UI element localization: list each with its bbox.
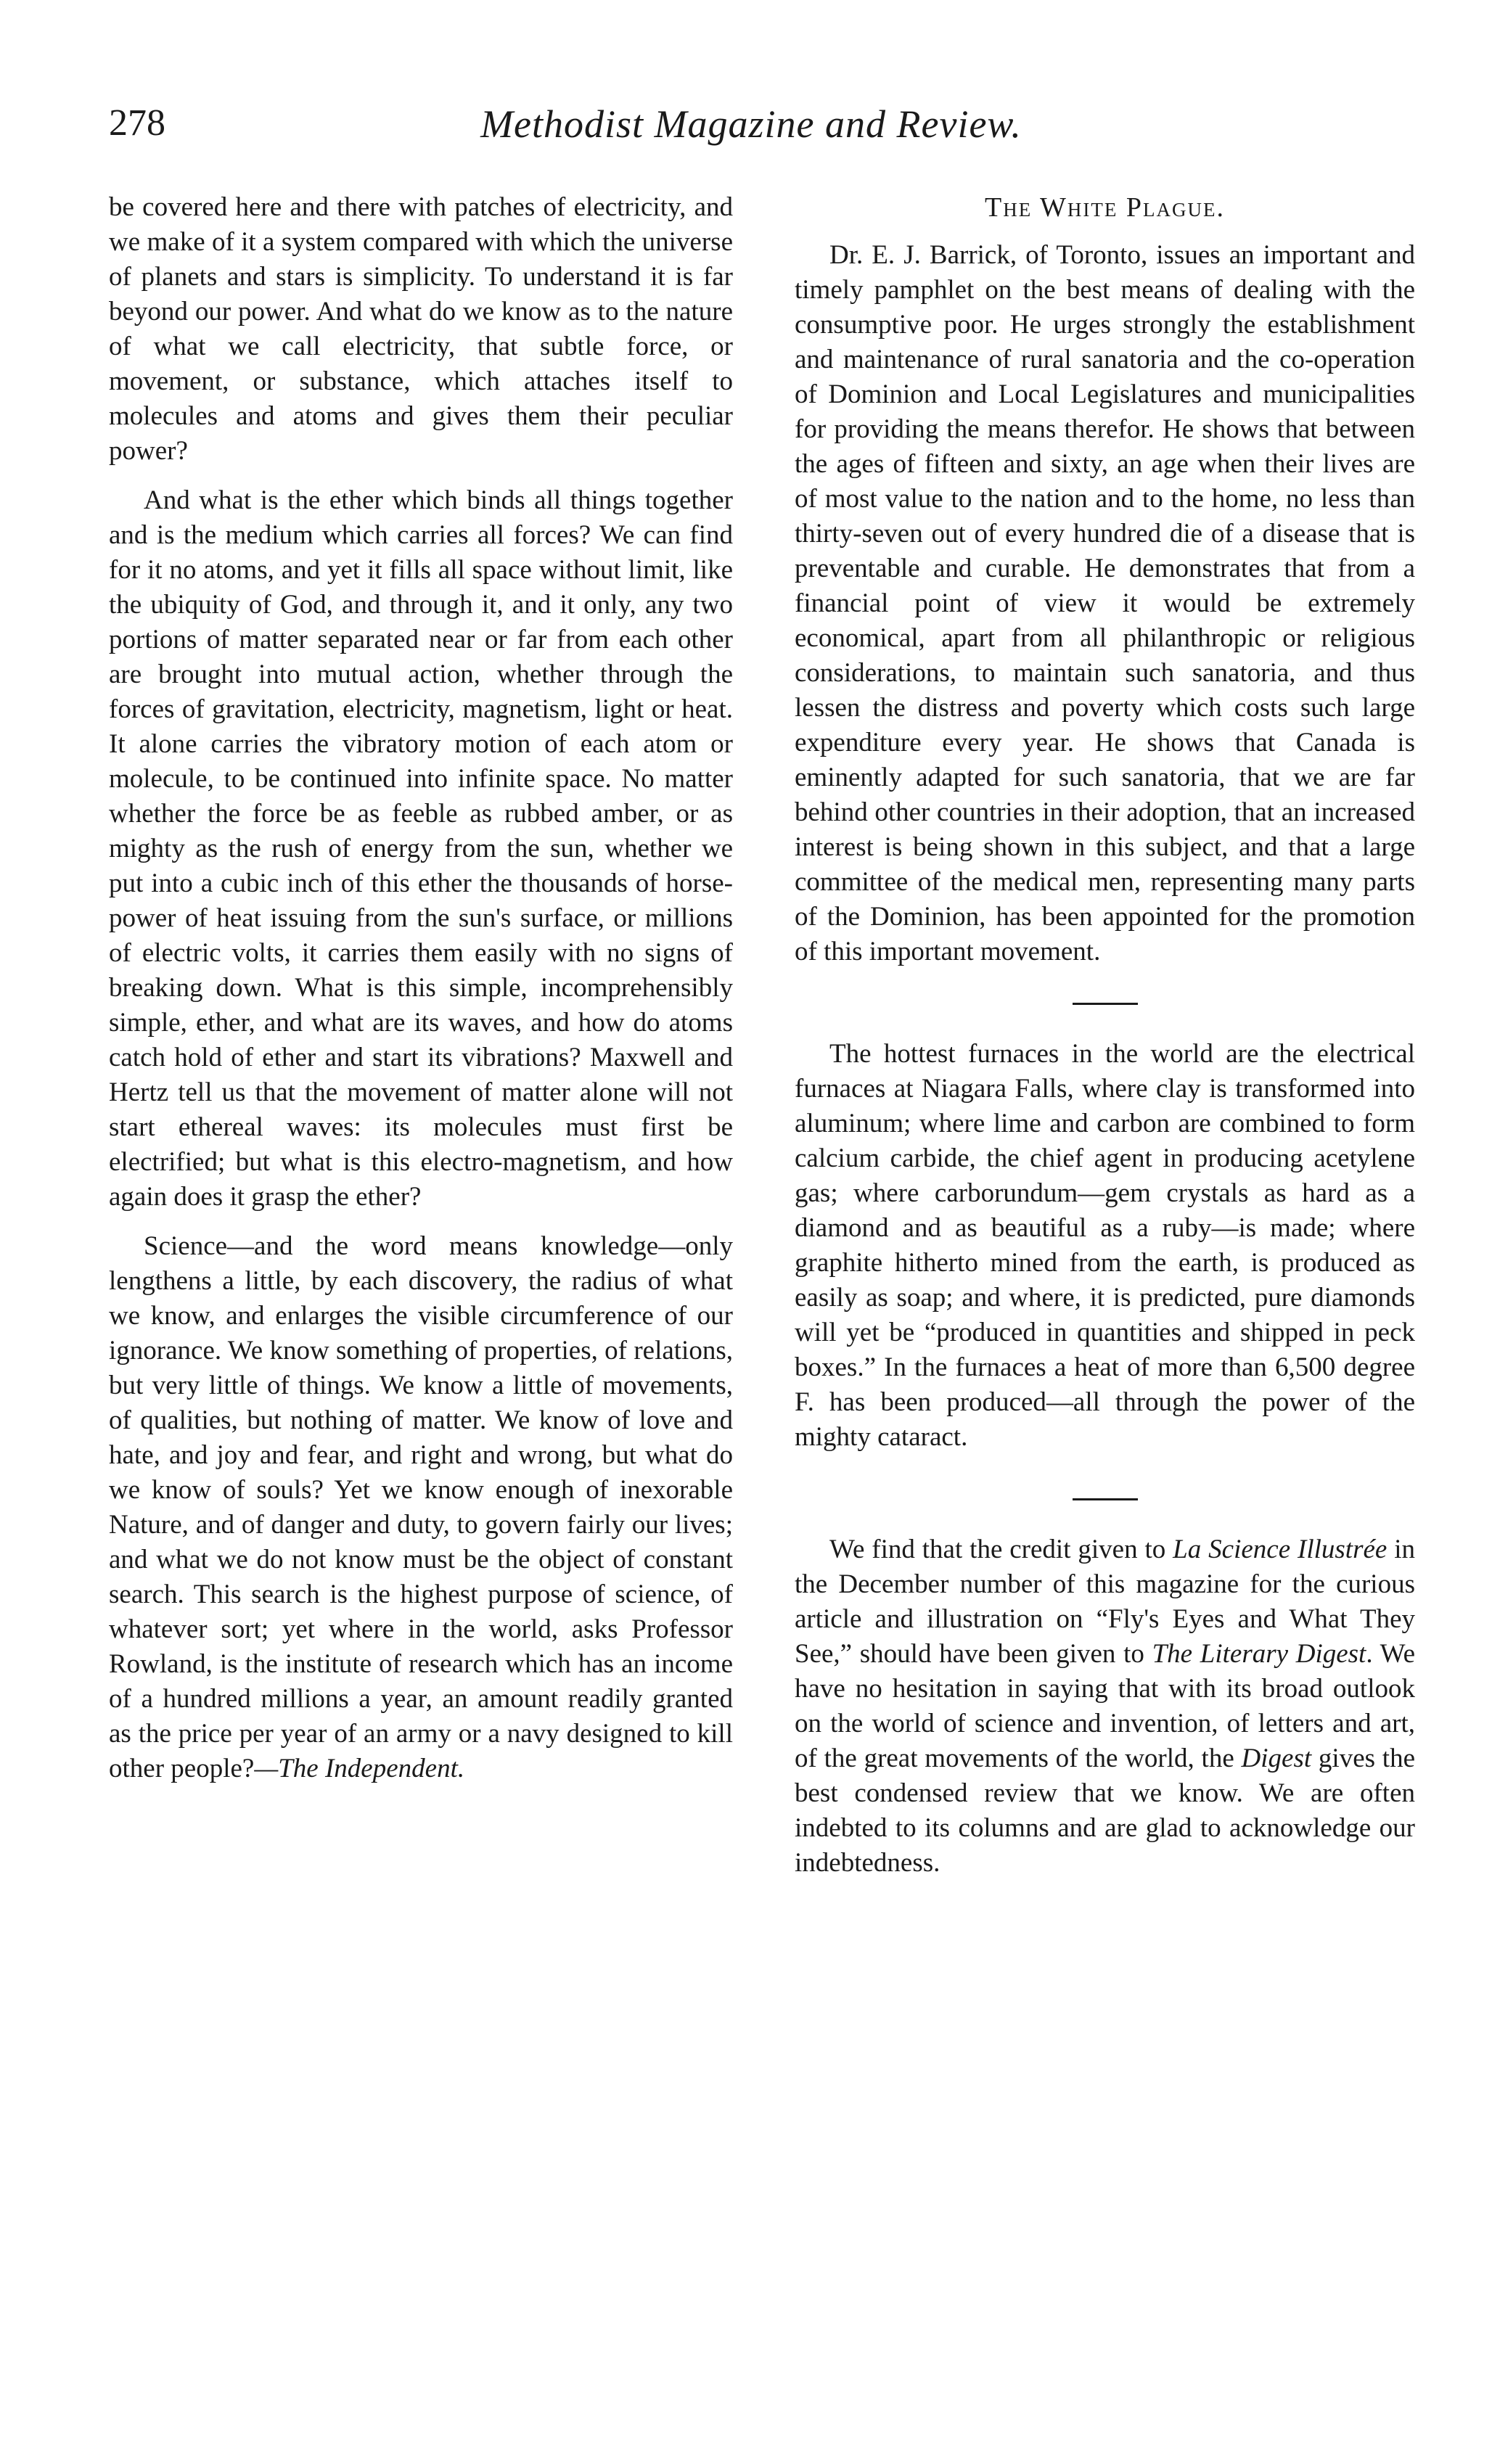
publication-name: The Literary Digest (1152, 1639, 1366, 1669)
paragraph-furnaces: The hottest furnaces in the world are the electrical furnaces at Niagara Falls, where clay is transformed into aluminum; where lime and carbon are combined to form calcium carbide, the chief agent in producing acetylene gas; where carborundum—gem crystals as hard as a diamond and as beautiful as a ruby—is made; where graphite hitherto mined from the earth, is produced as easily as soap; and where, it is predicted, pure diamonds will yet be “produced in quantities and shipped in peck boxes.” In the furnaces a heat of more than 6,500 degree F. has been produced—all through the power of the mighty cataract. (795, 1039, 1415, 1452)
publication-name: Digest (1241, 1744, 1312, 1773)
paragraph-credit (795, 1532, 1415, 1881)
paragraph-science (109, 1229, 733, 1786)
section-divider (1073, 1003, 1138, 1005)
section-title-white-plague: The White Plague. (985, 192, 1225, 223)
credit-text-4: gives the best condensed review that we know. We are often indebted to its columns and are glad to acknowledge our indebtedness. (795, 1744, 1415, 1878)
paragraph-ether: And what is the ether which binds all things together and is the medium which carries all forces? We can find for it no atoms, and yet it fills all space without limit, like the ubiquity of God, and through it, and it only, any two portions of matter separated near or far from each other are brought into mutual action, whether through the forces of gravitation, electricity, magnetism, light or heat. It alone carries the vibratory motion of each atom or molecule, to be continued into infinite space. No matter whether the force be as feeble as rubbed amber, or as mighty as the rush of energy from the sun, whether we put into a cubic inch of this ether the thousands of horse-power of heat issuing from the sun's surface, or millions of electric volts, it carries them easily with no signs of breaking down. What is this simple, incomprehensibly simple, ether, and what are its waves, and how do atoms catch hold of ether and start its vibrations? Maxwell and Hertz tell us that the movement of matter alone will not start ethereal waves: its molecules must first be electrified; but what is this electro-magnetism, and how again does it grasp the ether? (109, 485, 733, 1212)
publication-name: La Science Illustrée (1173, 1535, 1388, 1564)
paragraph-electricity: be covered here and there with patches of electricity, and we make of it a system compared with which the universe of planets and stars is simplicity. To understand it is far beyond our power. And what do we know as to the nature of what we call electricity, that subtle force, or movement, or substance, which attaches itself to molecules and atoms and gives them their peculiar power? (109, 192, 733, 466)
left-column (109, 190, 733, 1786)
paragraph-science-text: Science—and the word means knowledge—only lengthens a little, by each discovery, the radius of what we know, and enlarges the visible circumference of our ignorance. We know something of properties, of relations, but very little of things. We know a little of movements, of qualities, but nothing of matter. We know of love and hate, and joy and fear, and right and wrong, but what do we know of souls? Yet we know enough of inexorable Nature, and of danger and duty, to govern fairly our lives; and what we do not know must be the object of constant search. This search is the highest purpose of science, of whatever sort; yet where in the world, asks Professor Rowland, is the institute of research which has an income of a hundred millions a year, an amount readily granted as the price per year of an army or a navy designed to kill other people? (109, 1231, 733, 1783)
running-title: Methodist Magazine and Review. (480, 102, 1022, 146)
credit-text-2: in the December number of this magazine for the curious article and illustration on “Fly's Eyes and What They See,” should have been given to (795, 1535, 1416, 1669)
section-divider (1073, 1498, 1138, 1500)
source-citation: —The Independent. (254, 1754, 465, 1783)
credit-text-1: We find that the credit given to (829, 1535, 1173, 1564)
page-number: 278 (109, 102, 165, 144)
credit-text-3: . We have no hesitation in saying that with its broad outlook on the world of science and invention, of letters and art, of the great movements of the world, the (795, 1639, 1415, 1773)
right-column (795, 190, 1415, 1881)
paragraph-white-plague: Dr. E. J. Barrick, of Toronto, issues an important and timely pamphlet on the best means of dealing with the consumptive poor. He urges strongly the establishment and maintenance of rural sanatoria and the co-operation of Dominion and Local Legislatures and municipalities for providing the means therefor. He shows that between the ages of fifteen and sixty, an age when their lives are of most value to the nation and to the home, no less than thirty-seven out of every hundred die of a disease that is preventable and curable. He demonstrates that from a financial point of view it would be extremely economical, apart from all philanthropic or religious considerations, to maintain such sanatoria, and thus lessen the distress and poverty which costs such large expenditure every year. He shows that Canada is eminently adapted for such sanatoria, that we are far behind other countries in their adoption, that an increased interest is being shown in this subject, and that a large committee of the medical men, representing many parts of the Dominion, has been appointed for the promotion of this important movement. (795, 240, 1415, 966)
page-header (109, 102, 1393, 160)
